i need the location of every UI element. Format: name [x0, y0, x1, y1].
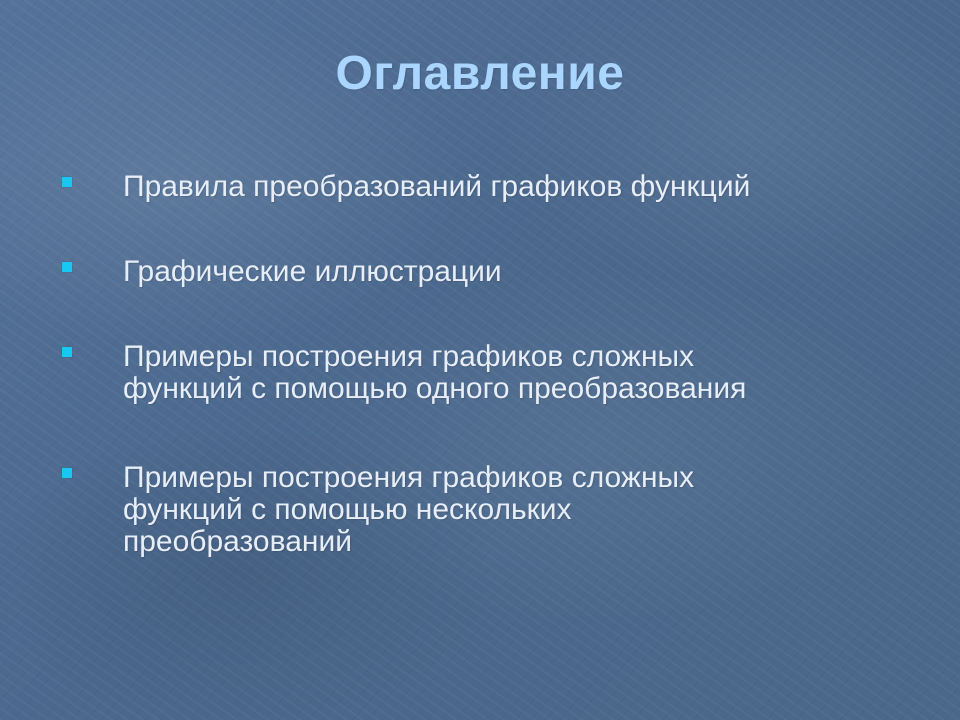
list-item-line: Примеры построения графиков сложных [123, 340, 695, 373]
bullet-square-icon [62, 468, 72, 478]
bullet-square-icon [62, 262, 72, 272]
list-item-line: функций с помощью одного преобразования [123, 372, 747, 405]
bullet-square-icon [62, 177, 72, 187]
list-item-text [123, 171, 913, 203]
list-item-text [123, 341, 913, 405]
list-item-line: преобразований [123, 525, 352, 558]
list-item-text [123, 256, 913, 288]
list-item-line: Примеры построения графиков сложных [123, 461, 695, 494]
slide-title: Оглавление [335, 47, 625, 100]
list-item-line: функций с помощью нескольких [123, 493, 572, 526]
list-item-text [123, 462, 913, 558]
list-item-line: Графические иллюстрации [123, 255, 502, 288]
bullet-square-icon [62, 347, 72, 357]
list-item-line: Правила преобразований графиков функций [123, 170, 751, 203]
